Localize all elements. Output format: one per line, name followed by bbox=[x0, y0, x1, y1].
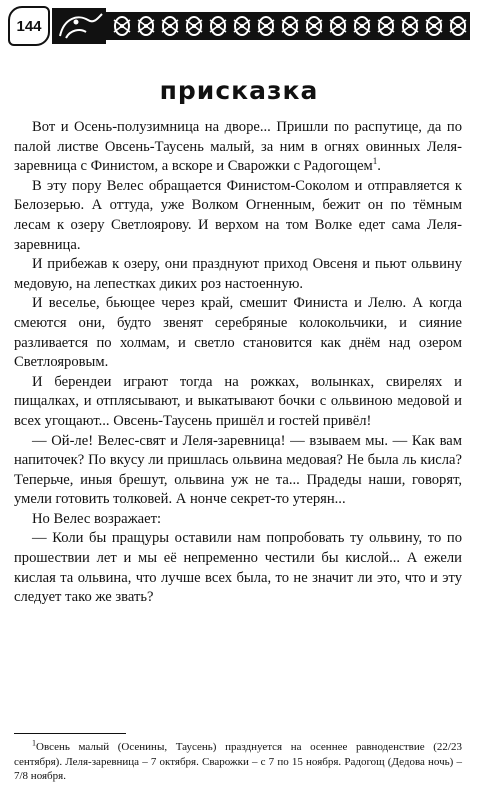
footnote: $^1$Овсень малый (Осенины, Таусень) празднуется на осеннее равноденствие (22/23 сентября). Леля-заревница – 7 октября. Сварожки – с 7 по 15 ноября. Радогощ (Дедова ночь) – 7/8 ноября. bbox=[14, 738, 462, 782]
page-header bbox=[8, 6, 470, 46]
paragraph: — Ой-ле! Велес-свят и Леля-заревница! — взываем мы. — Как вам напиточек? По вкусу ли пришлась ольвина медовая? Не была ль кисла? Теперьче, иныя брешут, ольвина уж не та... Прадеды наши, говорят, умели готовить толковей. А нонче секрет-то утерян... bbox=[14, 432, 462, 508]
paragraph: В эту пору Велес обращается Финистом-Соколом и отправляется к Белозерью. А оттуда, уже Волком Огненным, бежит он по тёмным лесам к озеру Светлоярову. И верхом на том Волке едет сама Леля-заревница. bbox=[14, 177, 462, 253]
footnote-marker: 1 bbox=[32, 738, 36, 748]
paragraph: И прибежав к озеру, они празднуют приход Овсеня и пьют ольвину медовую, на лепестках диких роз настоенную. bbox=[14, 256, 462, 292]
paragraph: И берендеи играют тогда на рожках, волынках, свирелях и пищалках, и отплясывают, и выкатывают бочки с ольвиною медовой и всех угощают... Овсень-Таусень пришёл и гостей привёл! bbox=[14, 373, 462, 429]
chapter-title: присказка bbox=[159, 76, 319, 105]
page-number: 144 bbox=[8, 6, 50, 46]
footnote-reference: 1 bbox=[372, 156, 378, 167]
decorative-knot-band-icon bbox=[8, 6, 470, 46]
paragraph: Вот и Осень-полузимница на дворе... Пришли по распутице, да по палой листве Овсень-Таусень малый, за ним в огнях овинных Леля-заревница с Финистом, а вскоре и Сварожки с Радогощем$^1$. bbox=[14, 119, 462, 175]
paragraph: Но Велес возражает: bbox=[32, 510, 162, 527]
paragraph: — Коли бы пращуры оставили нам попробовать ту ольвину, то по прошествии лет и мы её непременно честили бы кислой... А ежели кислая та ольвина, что лучше всех была, то не значит ли это, что и эту следует тако же звать? bbox=[14, 530, 462, 606]
paragraph: И веселье, бьющее через край, смешит Финиста и Лелю. А когда смеются они, будто звенят серебряные колокольчики, и сияние разливается по холмам, и светло становится как днём над озером Светлояровым. bbox=[14, 295, 462, 371]
body-text bbox=[14, 118, 462, 608]
footnote-divider bbox=[14, 733, 126, 734]
